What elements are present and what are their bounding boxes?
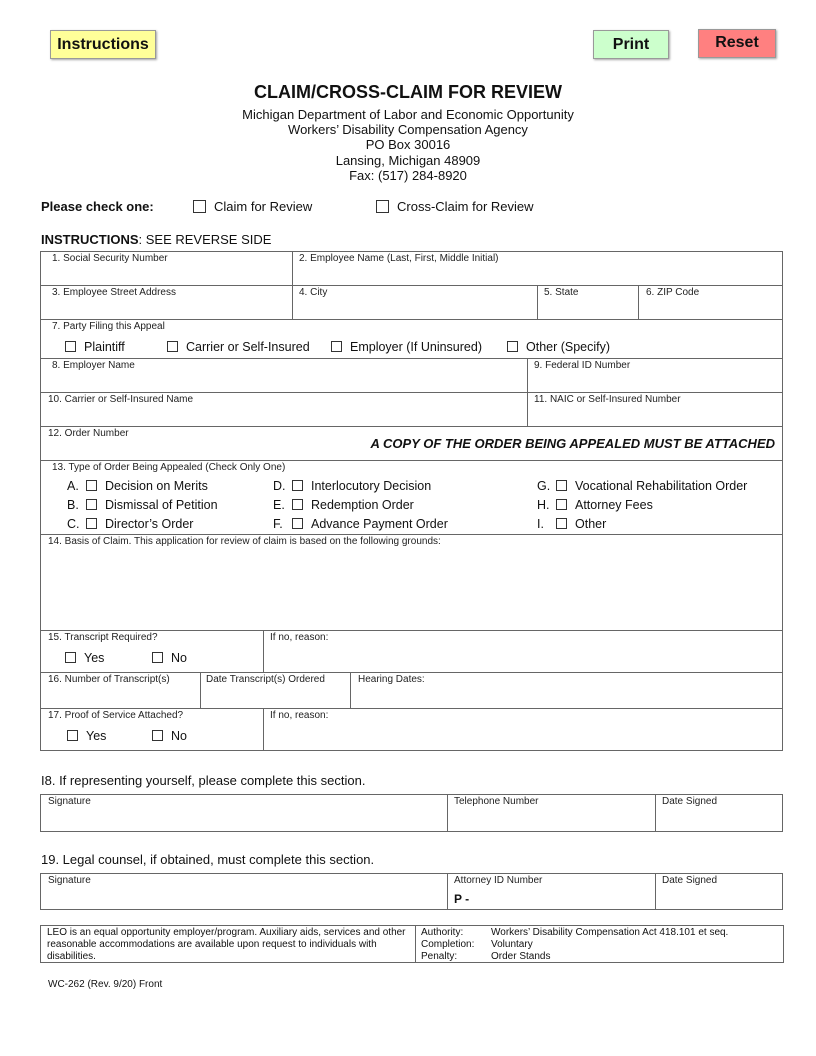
order-f-label: Advance Payment Order [311,517,448,531]
order-b-letter: B. [67,498,79,512]
field-federal-id[interactable] [527,358,783,393]
instructions-note [41,232,271,247]
naic-label: 11. NAIC or Self-Insured Number [534,394,681,405]
employer-name-label: 8. Employer Name [52,360,135,371]
footer-authority-box [415,925,784,963]
field-state[interactable] [537,285,639,320]
order-i-letter: I. [537,517,544,531]
transcript-no-label: No [171,651,187,665]
cross-claim-checkbox[interactable] [376,200,389,213]
order-type-a[interactable] [67,479,208,493]
carrier-label: Carrier or Self-Insured [186,340,310,354]
field-street[interactable] [40,285,293,320]
order-number-label: 12. Order Number [48,428,129,439]
field-self-signature[interactable] [40,794,448,832]
order-type-label: 13. Type of Order Being Appealed (Check Only One) [52,462,286,473]
order-h-checkbox[interactable] [556,499,567,510]
order-a-letter: A. [67,479,79,493]
transcript-reason-label: If no, reason: [270,632,329,643]
num-transcripts-label: 16. Number of Transcript(s) [48,674,170,685]
order-type-d[interactable] [273,479,431,493]
order-d-label: Interlocutory Decision [311,479,432,493]
order-g-letter: G. [537,479,551,493]
field-counsel-date[interactable] [655,873,783,910]
order-e-label: Redemption Order [311,498,414,512]
field-self-date[interactable] [655,794,783,832]
authority-keys [421,927,474,963]
cross-claim-label: Cross-Claim for Review [397,199,534,214]
field-counsel-signature[interactable] [40,873,448,910]
completion-key: Completion: [421,939,475,950]
proof-label: 17. Proof of Service Attached? [48,710,184,721]
field-proof-reason[interactable] [263,708,783,751]
field-order-number[interactable] [40,426,783,461]
footer-eeo-box [40,925,416,963]
agency-name: Workers’ Disability Compensation Agency [288,122,528,137]
plaintiff-checkbox[interactable] [65,341,76,352]
carrier-checkbox[interactable] [167,341,178,352]
penalty-key: Penalty: [421,951,458,962]
proof-yes-checkbox[interactable] [67,730,78,741]
form-title: CLAIM/CROSS-CLAIM FOR REVIEW [254,82,562,102]
employee-name-label: 2. Employee Name (Last, First, Middle Initial) [299,253,499,264]
order-g-label: Vocational Rehabilitation Order [575,479,748,493]
completion-value: Voluntary [491,939,533,950]
order-h-letter: H. [537,498,550,512]
proof-no-label: No [171,729,187,743]
po-box: PO Box 30016 [365,137,451,152]
state-label: 5. State [544,287,579,298]
order-attached-note: A COPY OF THE ORDER BEING APPEALED MUST BE ATTACHED [370,436,775,451]
basis-label: 14. Basis of Claim. This application for review of claim is based on the following grounds: [48,536,441,547]
field-date-transcripts[interactable] [200,672,351,709]
authority-value: Workers’ Disability Compensation Act 418.101 et seq. [491,927,729,938]
order-type-g[interactable] [537,479,747,493]
dept-name: Michigan Department of Labor and Economic Opportunity [242,107,574,122]
order-f-checkbox[interactable] [292,518,303,529]
section-18-heading: I8. If representing yourself, please complete this section. [41,773,366,788]
zip-label: 6. ZIP Code [646,287,700,298]
order-i-label: Other [575,517,607,531]
attorney-id-label: Attorney ID Number [454,875,543,886]
party-employer[interactable] [331,340,482,354]
claim-checkbox[interactable] [193,200,206,213]
proof-no[interactable] [152,729,187,743]
transcript-no[interactable] [152,651,187,665]
authority-values [491,927,728,963]
party-carrier[interactable] [167,340,310,354]
reset-button[interactable]: Reset [698,29,776,58]
print-button[interactable]: Print [593,30,669,59]
fax-line: Fax: (517) 284-8920 [349,168,467,183]
hearing-dates-label: Hearing Dates: [358,674,425,685]
eeo-statement: LEO is an equal opportunity employer/program. Auxiliary aids, services and other reasonable accommodations are available upon request to individuals with disabilities. [47,927,406,962]
federal-id-label: 9. Federal ID Number [534,360,631,371]
field-attorney-id[interactable] [447,873,656,910]
order-h-label: Attorney Fees [575,498,653,512]
field-transcript-reason[interactable] [263,630,783,673]
proof-yes-label: Yes [86,729,107,743]
field-telephone[interactable] [447,794,656,832]
proof-reason-label: If no, reason: [270,710,329,721]
field-basis-of-claim[interactable] [40,534,783,631]
self-date-label: Date Signed [662,796,718,807]
field-num-transcripts[interactable] [40,672,201,709]
field-city[interactable] [292,285,538,320]
order-c-label: Director’s Order [105,517,194,531]
order-a-label: Decision on Merits [105,479,208,493]
self-signature-label: Signature [48,796,91,807]
transcript-yes-checkbox[interactable] [65,652,76,663]
order-f-letter: F. [273,517,283,531]
order-c-letter: C. [67,517,80,531]
order-g-checkbox[interactable] [556,480,567,491]
city-label: 4. City [299,287,328,298]
order-type-e[interactable] [273,498,414,512]
form-id: WC-262 (Rev. 9/20) Front [48,979,163,990]
transcript-yes[interactable] [65,651,104,665]
counsel-signature-label: Signature [48,875,91,886]
street-label: 3. Employee Street Address [52,287,176,298]
order-e-checkbox[interactable] [292,499,303,510]
ssn-label: 1. Social Security Number [52,253,168,264]
party-plaintiff[interactable] [65,340,125,354]
party-label: 7. Party Filing this Appeal [52,321,165,332]
order-b-checkbox[interactable] [86,499,97,510]
counsel-date-label: Date Signed [662,875,718,886]
order-a-checkbox[interactable] [86,480,97,491]
order-d-letter: D. [273,479,286,493]
transcript-yes-label: Yes [84,651,105,665]
other-party-label: Other (Specify) [526,340,611,354]
section-19-heading: 19. Legal counsel, if obtained, must complete this section. [41,852,375,867]
plaintiff-label: Plaintiff [84,340,125,354]
carrier-name-label: 10. Carrier or Self-Insured Name [48,394,194,405]
claim-label: Claim for Review [214,199,313,214]
order-i-checkbox[interactable] [556,518,567,529]
transcript-no-checkbox[interactable] [152,652,163,663]
field-carrier-name[interactable] [40,392,528,427]
order-type-h[interactable] [537,498,653,512]
check-one-label: Please check one: [41,199,154,214]
field-employer-name[interactable] [40,358,528,393]
order-type-i[interactable] [537,517,606,531]
order-d-checkbox[interactable] [292,480,303,491]
attorney-id-prefix: P - [454,892,470,906]
employer-checkbox[interactable] [331,341,342,352]
transcript-label: 15. Transcript Required? [48,632,158,643]
claim-option[interactable] [193,199,312,214]
date-transcripts-label: Date Transcript(s) Ordered [206,674,325,685]
cross-claim-option[interactable] [376,199,534,214]
penalty-value: Order Stands [491,951,551,962]
telephone-label: Telephone Number [454,796,539,807]
order-c-checkbox[interactable] [86,518,97,529]
instructions-bold: INSTRUCTIONS [41,232,139,247]
other-party-checkbox[interactable] [507,341,518,352]
order-type-b[interactable] [67,498,218,512]
city-line: Lansing, Michigan 48909 [335,153,481,168]
order-b-label: Dismissal of Petition [105,498,218,512]
employer-label: Employer (If Uninsured) [350,340,482,354]
proof-yes[interactable] [67,729,106,743]
authority-key: Authority: [421,927,464,938]
field-naic[interactable] [527,392,783,427]
instructions-button[interactable]: Instructions [50,30,156,59]
order-e-letter: E. [273,498,285,512]
party-other[interactable] [507,340,610,354]
instructions-rest: : SEE REVERSE SIDE [138,232,272,247]
field-hearing-dates[interactable] [350,672,783,709]
field-zip[interactable] [638,285,783,320]
field-ssn[interactable] [40,251,293,286]
proof-no-checkbox[interactable] [152,730,163,741]
order-type-c[interactable] [67,517,193,531]
order-type-f[interactable] [273,517,448,531]
field-employee-name[interactable] [292,251,783,286]
